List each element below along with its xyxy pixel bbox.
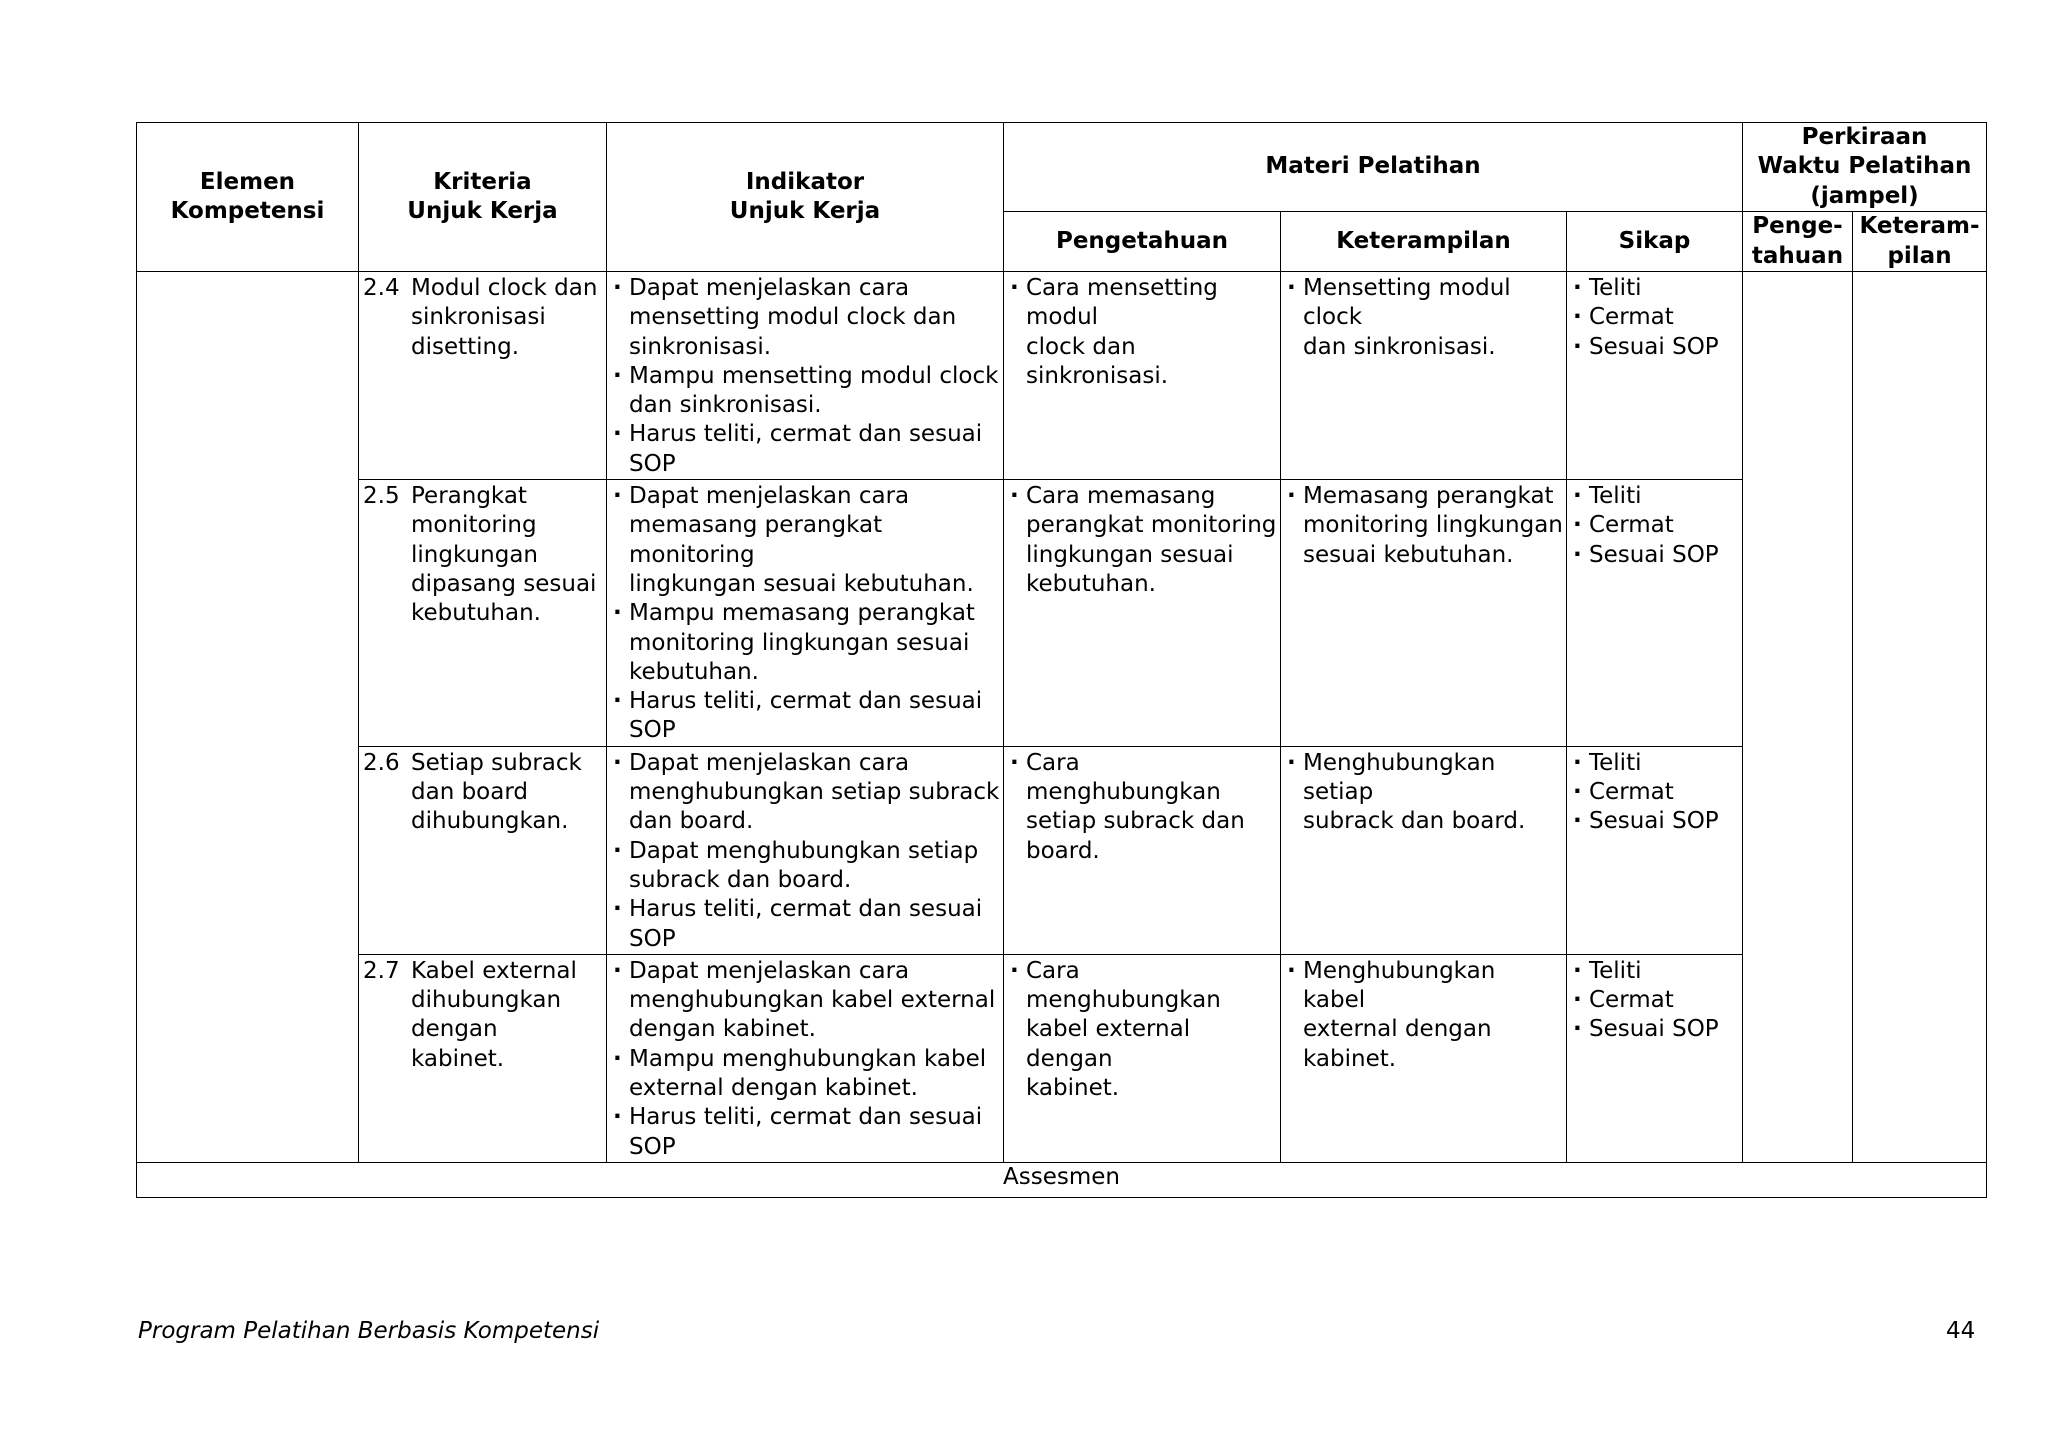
text-line: external dengan <box>1303 1016 1492 1043</box>
text-line: kebutuhan. <box>629 658 759 685</box>
text-line: · Mensetting modul clock <box>1303 275 1511 331</box>
cell-indikator <box>607 954 1004 1162</box>
bullet-item: · Cermat <box>1571 986 1740 1015</box>
text-line: Modul clock dan <box>411 275 598 301</box>
bullet-item <box>611 687 1001 746</box>
bullet-list <box>1004 747 1280 866</box>
text-line: sinkronisasi. <box>629 333 772 360</box>
cell-indikator <box>607 480 1004 747</box>
text-line: SOP <box>629 925 676 952</box>
bullet-item <box>1285 482 1564 570</box>
cell-keterampilan <box>1281 272 1567 480</box>
text-line: Kabel external <box>411 957 577 984</box>
text-line: dan sinkronisasi. <box>1303 333 1496 360</box>
text-line: kabinet. <box>1026 1075 1120 1102</box>
text-line: · Harus teliti, cermat dan sesuai <box>629 896 983 923</box>
text-line: · Dapat menjelaskan cara <box>629 749 910 776</box>
kriteria-text <box>411 274 602 362</box>
text-line: dan board <box>411 779 528 806</box>
cell-sikap <box>1567 954 1743 1162</box>
bullet-list <box>1281 747 1566 837</box>
kriteria-text <box>411 749 602 837</box>
bullet-item <box>1008 482 1278 599</box>
text-line: SOP <box>629 717 676 744</box>
text-line: sesuai kebutuhan. <box>1303 541 1514 568</box>
cell-keterampilan <box>1281 746 1567 954</box>
bullet-list <box>1004 480 1280 599</box>
text-line: dan sinkronisasi. <box>629 392 822 419</box>
cell-elemen-kompetensi <box>137 272 359 1163</box>
bullet-item <box>611 895 1001 954</box>
text-line: · Menghubungkan setiap <box>1303 749 1496 806</box>
bullet-item <box>611 420 1001 479</box>
bullet-item <box>611 1103 1001 1162</box>
cell-pengetahuan <box>1004 746 1281 954</box>
text-line: · Dapat menjelaskan cara <box>629 275 910 301</box>
bullet-item <box>1285 749 1564 837</box>
text-line: · Dapat menjelaskan cara <box>629 483 910 510</box>
header-perkiraan-waktu: Perkiraan Waktu Pelatihan (jampel) <box>1743 123 1987 212</box>
text-line: Setiap subrack <box>411 749 582 776</box>
text-line: lingkungan <box>411 541 538 568</box>
text-line: lingkungan sesuai <box>1026 541 1234 568</box>
bullet-item: · Sesuai SOP <box>1571 333 1740 362</box>
text-line: · Harus teliti, cermat dan sesuai <box>629 421 983 448</box>
table-row <box>137 954 1987 1162</box>
cell-indikator <box>607 272 1004 480</box>
bullet-list <box>607 955 1003 1162</box>
text-line: dan board. <box>629 808 754 835</box>
table-row <box>137 272 1987 480</box>
competency-table <box>136 122 1987 1198</box>
bullet-list <box>1004 272 1280 391</box>
text-line: kebutuhan. <box>1026 570 1156 597</box>
text-line: dihubungkan <box>411 987 562 1014</box>
text-line: menghubungkan setiap subrack <box>629 779 1000 806</box>
text-line: · Cara mensetting modul <box>1026 275 1218 331</box>
assesmen-row <box>137 1162 1987 1197</box>
kriteria-number: 2.4 <box>363 275 400 301</box>
text-line: dengan kabinet. <box>629 1016 816 1043</box>
text-line: kabel external dengan <box>1026 1016 1191 1072</box>
cell-indikator <box>607 746 1004 954</box>
text-line: · Cara menghubungkan <box>1026 749 1221 806</box>
text-line: setiap subrack dan <box>1026 808 1245 835</box>
text-line: monitoring <box>411 512 537 539</box>
kriteria-number: 2.6 <box>363 749 400 776</box>
text-line: clock dan sinkronisasi. <box>1026 333 1169 389</box>
bullet-item <box>1008 957 1278 1103</box>
kriteria-item <box>359 747 606 837</box>
footer-title: Program Pelatihan Berbasis Kompetensi <box>138 1318 600 1344</box>
cell-kriteria <box>359 480 607 747</box>
text-line: disetting. <box>411 333 520 360</box>
bullet-list <box>1567 955 1742 1045</box>
bullet-item: · Sesuai SOP <box>1571 807 1740 836</box>
assesmen-label: Assesmen <box>137 1162 1987 1197</box>
text-line: · Mampu menghubungkan kabel <box>629 1045 987 1072</box>
page-number: 44 <box>1946 1318 1976 1344</box>
text-line: · Dapat menjelaskan cara <box>629 957 910 984</box>
text-line: dihubungkan. <box>411 808 569 835</box>
text-line: mensetting modul clock dan <box>629 304 957 331</box>
bullet-list <box>607 747 1003 954</box>
cell-kriteria <box>359 954 607 1162</box>
bullet-list <box>1281 955 1566 1074</box>
text-line: subrack dan board. <box>1303 808 1526 835</box>
cell-pengetahuan <box>1004 272 1281 480</box>
bullet-item <box>611 837 1001 896</box>
bullet-item: · Teliti <box>1571 957 1740 986</box>
text-line: SOP <box>629 1133 676 1160</box>
bullet-item <box>611 1045 1001 1104</box>
text-line: kabinet. <box>411 1045 505 1072</box>
bullet-item: · Teliti <box>1571 482 1740 511</box>
kriteria-item <box>359 480 606 628</box>
bullet-item: · Cermat <box>1571 778 1740 807</box>
cell-kriteria <box>359 272 607 480</box>
bullet-list <box>1281 272 1566 362</box>
cell-waktu-pengetahuan <box>1743 272 1853 1163</box>
kriteria-number: 2.5 <box>363 483 400 510</box>
bullet-list <box>1567 480 1742 570</box>
cell-kriteria <box>359 746 607 954</box>
bullet-item <box>1285 274 1564 362</box>
header-kriteria-unjuk-kerja: Kriteria Unjuk Kerja <box>359 123 607 272</box>
text-line: sinkronisasi <box>411 304 546 331</box>
text-line: · Memasang perangkat <box>1303 483 1554 510</box>
bullet-item: · Cermat <box>1571 511 1740 540</box>
text-line: subrack dan board. <box>629 866 852 893</box>
text-line: perangkat monitoring <box>1026 512 1277 539</box>
text-line: · Mampu memasang perangkat <box>629 600 975 627</box>
text-line: dipasang sesuai <box>411 570 597 597</box>
header-indikator-unjuk-kerja: Indikator Unjuk Kerja <box>607 123 1004 272</box>
bullet-list <box>607 480 1003 746</box>
text-line: board. <box>1026 837 1100 864</box>
bullet-item <box>1008 749 1278 866</box>
bullet-item <box>611 274 1001 362</box>
cell-sikap <box>1567 746 1743 954</box>
text-line: dengan <box>411 1016 498 1043</box>
table-row <box>137 480 1987 747</box>
bullet-item <box>611 749 1001 837</box>
text-line: monitoring lingkungan <box>1303 512 1563 539</box>
header-keteram-pilan: Keteram- pilan <box>1853 212 1987 272</box>
cell-keterampilan <box>1281 954 1567 1162</box>
bullet-item <box>611 362 1001 421</box>
bullet-list <box>607 272 1003 479</box>
bullet-item <box>1285 957 1564 1074</box>
table-row <box>137 746 1987 954</box>
kriteria-item <box>359 955 606 1074</box>
header-pengetahuan: Pengetahuan <box>1004 212 1281 272</box>
bullet-item: · Teliti <box>1571 749 1740 778</box>
text-line: menghubungkan kabel external <box>629 987 996 1014</box>
text-line: · Mampu mensetting modul clock <box>629 362 999 389</box>
cell-sikap <box>1567 480 1743 747</box>
cell-sikap <box>1567 272 1743 480</box>
kriteria-text <box>411 957 602 1074</box>
header-penge-tahuan: Penge- tahuan <box>1743 212 1853 272</box>
bullet-list <box>1567 272 1742 362</box>
text-line: · Cara menghubungkan <box>1026 957 1221 1014</box>
bullet-item <box>1008 274 1278 391</box>
text-line: lingkungan sesuai kebutuhan. <box>629 570 974 597</box>
bullet-list <box>1281 480 1566 570</box>
bullet-item <box>611 599 1001 687</box>
text-line: · Harus teliti, cermat dan sesuai <box>629 688 983 715</box>
text-line: Perangkat <box>411 483 527 510</box>
kriteria-number: 2.7 <box>363 957 400 984</box>
header-sikap: Sikap <box>1567 212 1743 272</box>
text-line: SOP <box>629 450 676 477</box>
text-line: · Harus teliti, cermat dan sesuai <box>629 1104 983 1131</box>
bullet-list <box>1567 747 1742 837</box>
bullet-item: · Cermat <box>1571 303 1740 332</box>
text-line: external dengan kabinet. <box>629 1075 918 1102</box>
bullet-item: · Sesuai SOP <box>1571 541 1740 570</box>
cell-pengetahuan <box>1004 480 1281 747</box>
text-line: · Dapat menghubungkan setiap <box>629 837 979 864</box>
text-line: monitoring lingkungan sesuai <box>629 629 970 656</box>
text-line: memasang perangkat monitoring <box>629 512 883 568</box>
text-line: kabinet. <box>1303 1045 1397 1072</box>
bullet-list <box>1004 955 1280 1103</box>
bullet-item <box>611 482 1001 599</box>
bullet-item: · Sesuai SOP <box>1571 1015 1740 1044</box>
kriteria-item <box>359 272 606 362</box>
text-line: · Menghubungkan kabel <box>1303 957 1496 1014</box>
header-materi-pelatihan: Materi Pelatihan <box>1004 123 1743 212</box>
cell-pengetahuan <box>1004 954 1281 1162</box>
bullet-item: · Teliti <box>1571 274 1740 303</box>
text-line: kebutuhan. <box>411 600 541 627</box>
header-elemen-kompetensi: Elemen Kompetensi <box>137 123 359 272</box>
bullet-item <box>611 957 1001 1045</box>
cell-waktu-keterampilan <box>1853 272 1987 1163</box>
header-keterampilan: Keterampilan <box>1281 212 1567 272</box>
cell-keterampilan <box>1281 480 1567 747</box>
kriteria-text <box>411 482 602 628</box>
text-line: · Cara memasang <box>1026 483 1216 510</box>
